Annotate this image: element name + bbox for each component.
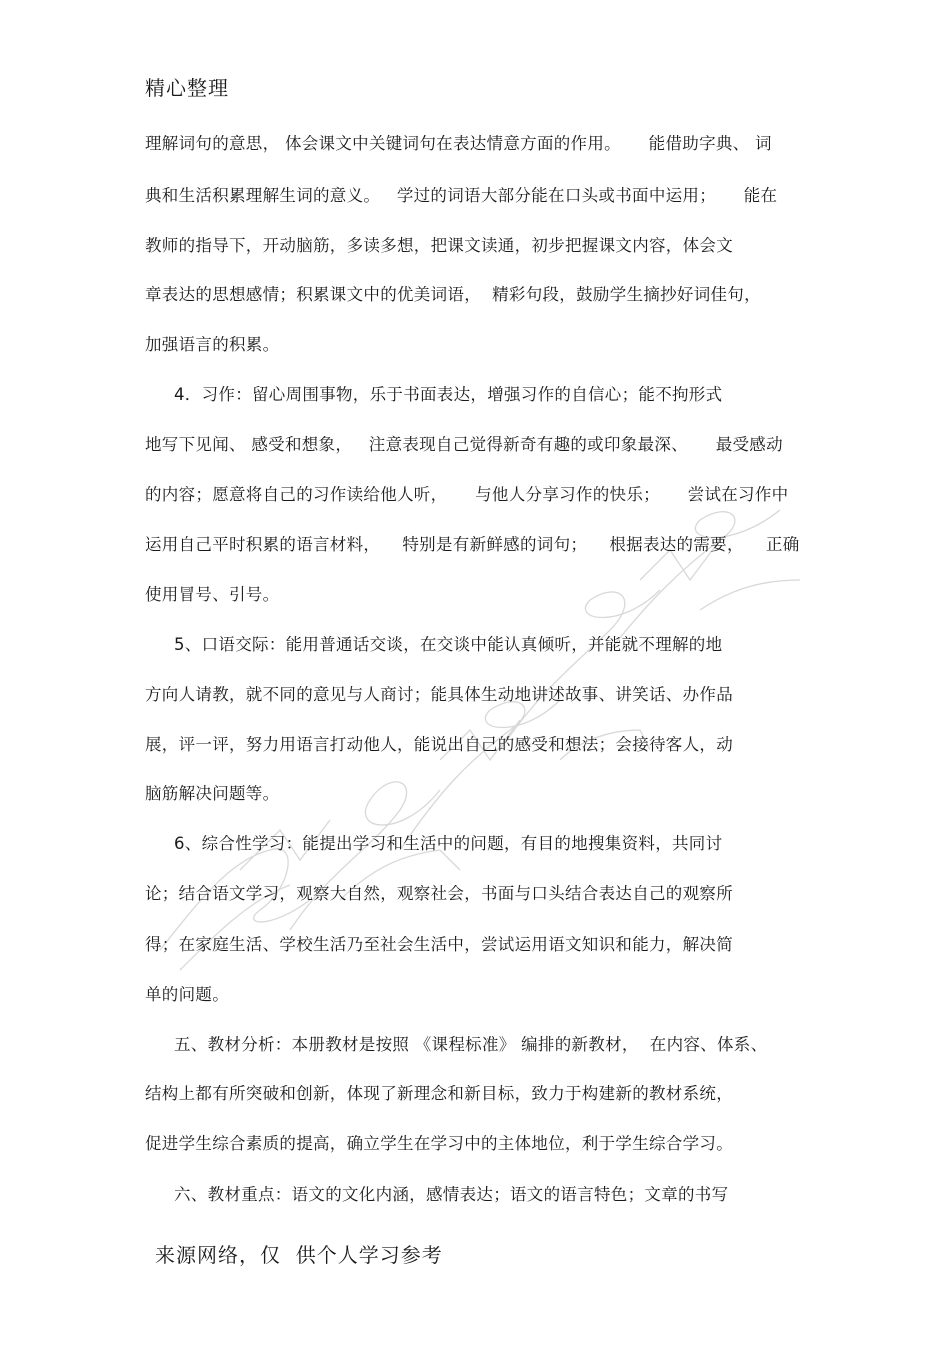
body-line: 得；在家庭生活、学校生活乃至社会生活中，尝试运用语文知识和能力，解决简 xyxy=(145,935,733,954)
body-line: 论；结合语文学习，观察大自然，观察社会，书面与口头结合表达自己的观察所 xyxy=(145,884,733,903)
body-line: 章表达的思想感情；积累课文中的优美词语， 精彩句段，鼓励学生摘抄好词佳句， xyxy=(145,285,761,304)
section-heading-line: 六、教材重点：语文的文化内涵，感情表达；语文的语言特色；文章的书写 xyxy=(174,1185,729,1204)
page-footer: 来源网络，仅 供个人学习参考 xyxy=(155,1243,443,1267)
body-line: 使用冒号、引号。 xyxy=(145,585,280,604)
section-heading-line: 4．习作：留心周围事物，乐于书面表达，增强习作的自信心；能不拘形式 xyxy=(174,385,723,404)
section-heading-line: 6、综合性学习：能提出学习和生活中的问题，有目的地搜集资料，共同讨 xyxy=(174,834,723,853)
body-line: 理解词句的意思， 体会课文中关键词句在表达情意方面的作用。 能借助字典、 词 xyxy=(145,134,772,153)
body-line: 促进学生综合素质的提高，确立学生在学习中的主体地位，利于学生综合学习。 xyxy=(145,1134,733,1153)
body-line: 运用自己平时积累的语言材料， 特别是有新鲜感的词句； 根据表达的需要， 正确 xyxy=(145,535,800,554)
body-line: 的内容；愿意将自己的习作读给他人听， 与他人分享习作的快乐； 尝试在习作中 xyxy=(145,485,789,504)
body-line: 教师的指导下，开动脑筋，多读多想，把课文读通，初步把握课文内容，体会文 xyxy=(145,236,733,255)
section-heading-line: 5、口语交际：能用普通话交谈，在交谈中能认真倾听，并能就不理解的地 xyxy=(174,635,723,654)
body-line: 脑筋解决问题等。 xyxy=(145,784,280,803)
body-line: 单的问题。 xyxy=(145,985,229,1004)
body-line: 方向人请教，就不同的意见与人商讨；能具体生动地讲述故事、讲笑话、办作品 xyxy=(145,685,733,704)
body-line: 结构上都有所突破和创新，体现了新理念和新目标，致力于构建新的教材系统， xyxy=(145,1084,733,1103)
section-heading-line: 五、教材分析：本册教材是按照 《课程标准》 编排的新教材， 在内容、体系、 xyxy=(174,1035,768,1054)
body-line: 加强语言的积累。 xyxy=(145,335,280,354)
watermark-handwriting xyxy=(140,430,840,990)
body-line: 典和生活积累理解生词的意义。 学过的词语大部分能在口头或书面中运用； 能在 xyxy=(145,186,778,205)
page-header: 精心整理 xyxy=(145,76,229,100)
body-line: 展，评一评，努力用语言打动他人，能说出自己的感受和想法；会接待客人，动 xyxy=(145,735,733,754)
body-line: 地写下见闻、 感受和想象， 注意表现自己觉得新奇有趣的或印象最深、 最受感动 xyxy=(145,435,783,454)
